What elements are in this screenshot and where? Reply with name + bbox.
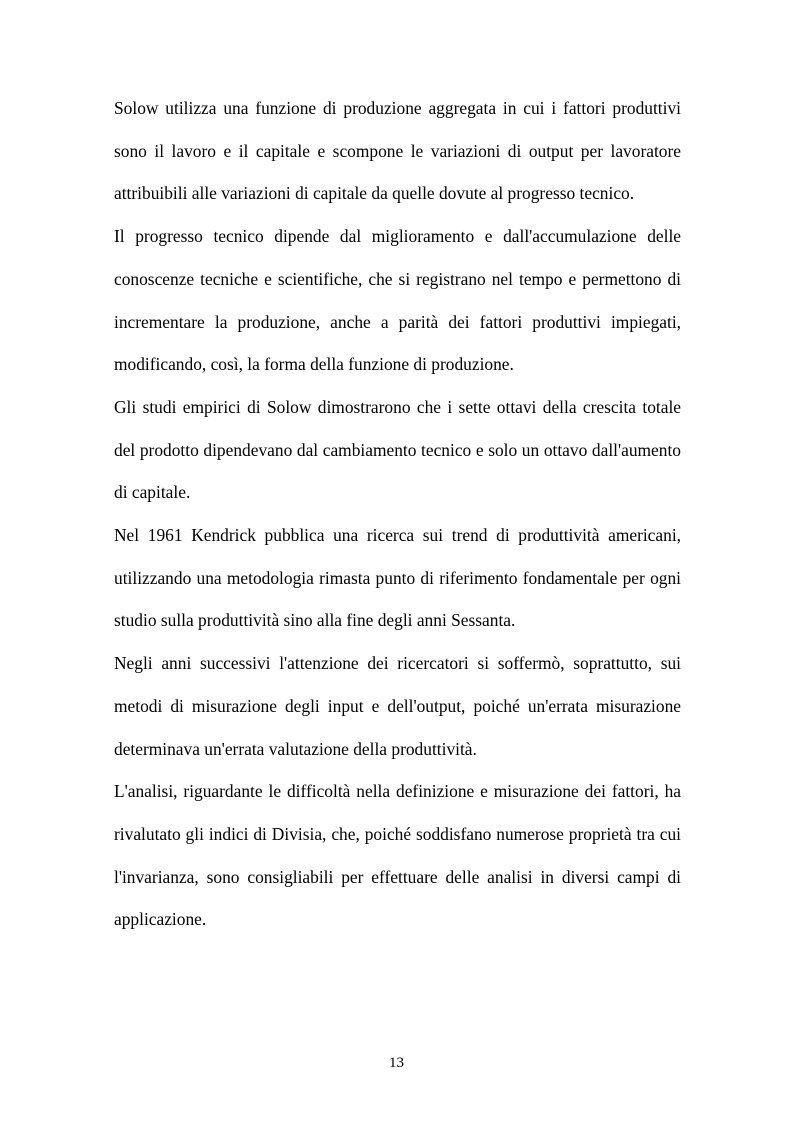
paragraph-divisia-indices: L'analisi, riguardante le difficoltà nella definizione e misurazione dei fattori, ha rivalutato gli indici di Divisia, che, poiché soddisfano numerose proprietà tra cui l'invarianza, sono consigliabili per effettuare delle analisi in diversi campi di applicazione. <box>114 781 681 930</box>
paragraph-empirical-studies: Gli studi empirici di Solow dimostrarono che i sette ottavi della crescita totale del prodotto dipendevano dal cambiamento tecnico e solo un ottavo dall'aumento di capitale. <box>114 396 681 503</box>
paragraph-technical-progress: Il progresso tecnico dipende dal miglioramento e dall'accumulazione delle conoscenze tecniche e scientifiche, che si registrano nel tempo e permettono di incrementare la produzione, anche a parità dei fattori produttivi impiegati, modificando, così, la forma della funzione di produzione. <box>114 226 681 375</box>
paragraph-measurement-methods: Negli anni successivi l'attenzione dei ricercatori si soffermò, soprattutto, sui metodi di misurazione degli input e dell'output, poiché un'errata misurazione determinava un'errata valutazione della produttività. <box>114 653 681 759</box>
body-text <box>114 87 681 941</box>
paragraph-kendrick-research: Nel 1961 Kendrick pubblica una ricerca sui trend di produttività americani, utilizzando una metodologia rimasta punto di riferimento fondamentale per ogni studio sulla produttività sino alla fine degli anni Sessanta. <box>114 525 681 631</box>
page-number: 13 <box>389 1055 404 1071</box>
paragraph-solow-production-function: Solow utilizza una funzione di produzione aggregata in cui i fattori produttivi sono il lavoro e il capitale e scompone le variazioni di output per lavoratore attribuibili alle variazioni di capitale da quelle dovute al progresso tecnico. <box>114 98 681 204</box>
